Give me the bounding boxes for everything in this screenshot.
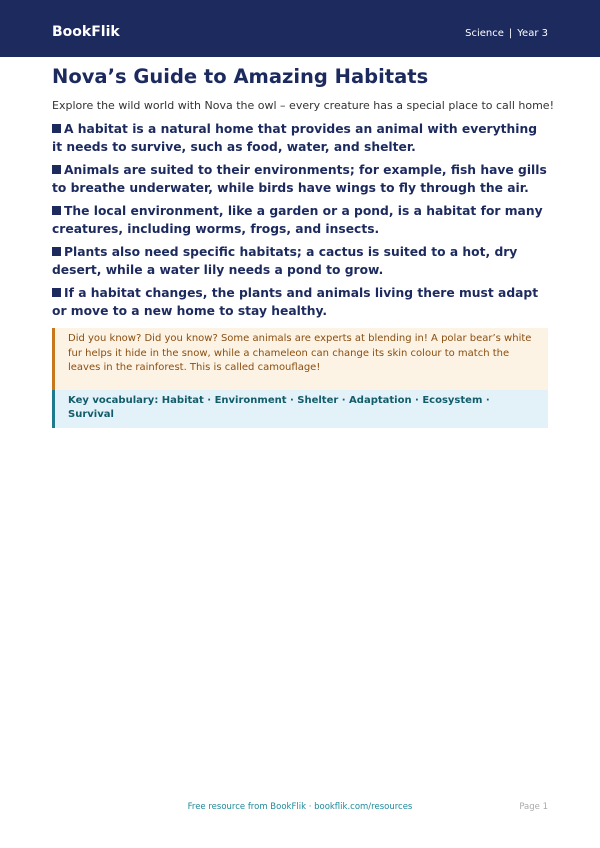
breadcrumb (465, 27, 548, 40)
key-vocabulary-box (52, 390, 548, 428)
brand-logo[interactable]: BookFlik (52, 24, 120, 40)
square-bullet-icon (52, 288, 61, 297)
key-point-text: Plants also need specific habitats; a cactus is suited to a hot, dry desert, while a water lily needs a pond to grow. (52, 245, 518, 277)
key-point (52, 285, 548, 320)
key-vocabulary-text: Key vocabulary: Habitat · Environment · Shelter · Adaptation · Ecosystem · Survival (68, 395, 490, 420)
key-point (52, 162, 548, 197)
key-point-text: If a habitat changes, the plants and animals living there must adapt or move to a new home to stay healthy. (52, 286, 539, 318)
square-bullet-icon (52, 124, 61, 133)
square-bullet-icon (52, 165, 61, 174)
page-number: Page 1 (519, 802, 548, 812)
key-point-text: Animals are suited to their environments; for example, fish have gills to breathe underwater, while birds have wings to fly through the air. (52, 163, 547, 195)
key-points-list (52, 121, 548, 326)
key-point (52, 121, 548, 156)
intro-text: Explore the wild world with Nova the owl – every creature has a special place to call home! (52, 99, 554, 112)
key-point-text: A habitat is a natural home that provides an animal with everything it needs to survive, such as food, water, and shelter. (52, 122, 538, 154)
year-label: Year 3 (517, 28, 548, 39)
subject-label: Science (465, 28, 504, 39)
header-bar (0, 0, 600, 57)
did-you-know-text: Did you know? Did you know? Some animals are experts at blending in! A polar bear’s white fur helps it hide in the snow, while a chameleon can change its skin colour to match the leaves in the rainforest. This is called camouflage! (68, 333, 532, 373)
square-bullet-icon (52, 206, 61, 215)
key-point (52, 244, 548, 279)
key-point-text: The local environment, like a garden or a pond, is a habitat for many creatures, including worms, frogs, and insects. (52, 204, 543, 236)
page-title: Nova’s Guide to Amazing Habitats (52, 65, 429, 88)
breadcrumb-separator: | (508, 28, 513, 39)
key-point (52, 203, 548, 238)
square-bullet-icon (52, 247, 61, 256)
did-you-know-callout (52, 328, 548, 390)
footer-link[interactable]: Free resource from BookFlik · bookflik.com/resources (187, 802, 413, 812)
